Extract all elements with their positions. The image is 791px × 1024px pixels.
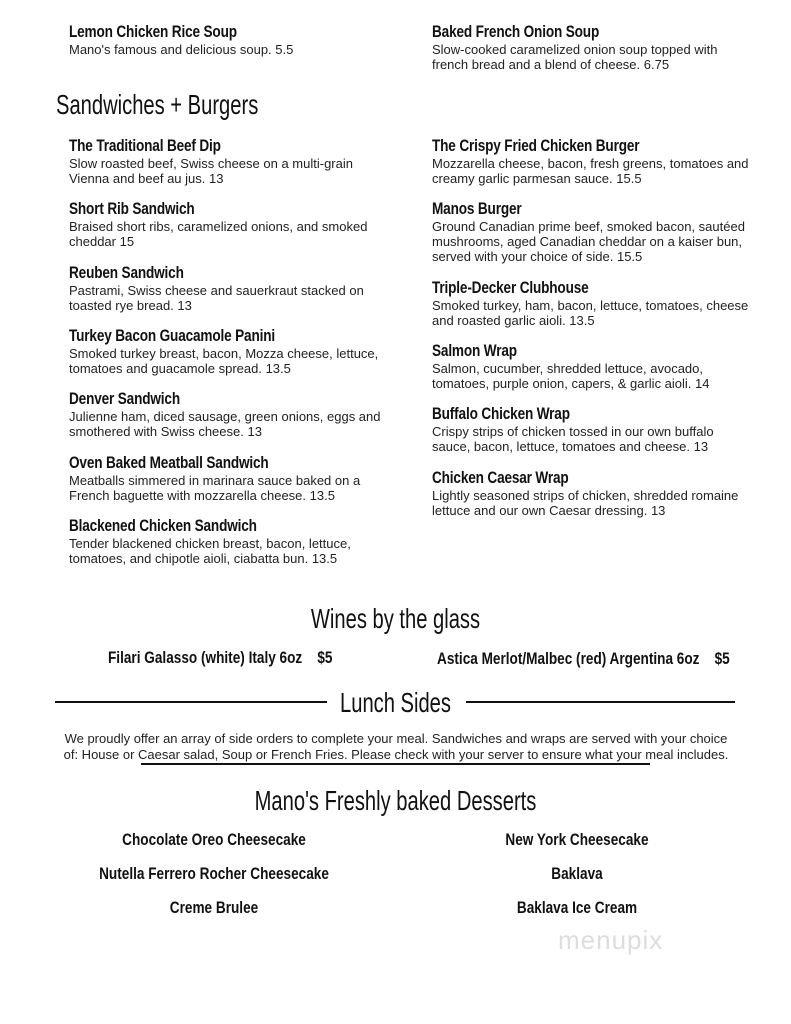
- item-name: Manos Burger: [432, 199, 522, 218]
- menu-item: [432, 136, 752, 186]
- item-desc: Braised short ribs, caramelized onions, and smoked cheddar 15: [69, 219, 368, 249]
- item-desc: Ground Canadian prime beef, smoked bacon, sautéed mushrooms, aged Canadian cheddar on a kaiser bun, served with your choice of side. 15.5: [432, 219, 745, 264]
- dessert-item: Nutella Ferrero Rocher Cheesecake: [99, 864, 329, 883]
- item-desc: Meatballs simmered in marinara sauce baked on a French baguette with mozzarella cheese. 13.5: [69, 473, 361, 503]
- menu-item: [432, 22, 752, 72]
- menu-item: [432, 404, 752, 454]
- divider: [141, 763, 650, 765]
- menu-item: [69, 516, 389, 566]
- item-desc: Slow-cooked caramelized onion soup topped with french bread and a blend of cheese. 6.75: [432, 42, 718, 72]
- section-heading-sandwiches: Sandwiches + Burgers: [56, 89, 259, 120]
- dessert-item: Baklava: [551, 864, 603, 883]
- item-name: Salmon Wrap: [432, 341, 517, 360]
- wine-name: Filari Galasso (white) Italy 6oz: [108, 648, 303, 667]
- item-desc: Slow roasted beef, Swiss cheese on a multi-grain Vienna and beef au jus. 13: [69, 156, 353, 186]
- item-desc: Crispy strips of chicken tossed in our own buffalo sauce, bacon, lettuce, tomatoes and cheese. 13: [432, 424, 714, 454]
- item-name: Buffalo Chicken Wrap: [432, 404, 570, 423]
- dessert-item: New York Cheesecake: [505, 830, 649, 849]
- menu-item: [432, 278, 752, 328]
- item-desc: Tender blackened chicken breast, bacon, lettuce, tomatoes, and chipotle aioli, ciabatta bun. 13.5: [69, 536, 351, 566]
- item-name: Oven Baked Meatball Sandwich: [69, 453, 269, 472]
- section-heading-wines: Wines by the glass: [310, 603, 481, 634]
- dessert-item: Chocolate Oreo Cheesecake: [122, 830, 306, 849]
- menu-item: [432, 341, 752, 391]
- item-name: Triple-Decker Clubhouse: [432, 278, 589, 297]
- wine-item: [437, 649, 730, 669]
- menu-item: [69, 389, 389, 439]
- section-heading-desserts: Mano's Freshly baked Desserts: [254, 785, 537, 816]
- item-desc: Lightly seasoned strips of chicken, shredded romaine lettuce and our own Caesar dressing. 13: [432, 488, 739, 518]
- watermark-logo: menupix: [558, 925, 664, 955]
- section-heading-sides: Lunch Sides: [340, 687, 451, 718]
- menu-item: [69, 326, 389, 376]
- item-name: Turkey Bacon Guacamole Panini: [69, 326, 275, 345]
- item-name: Blackened Chicken Sandwich: [69, 516, 257, 535]
- item-desc: Mozzarella cheese, bacon, fresh greens, tomatoes and creamy garlic parmesan sauce. 15.5: [432, 156, 749, 186]
- item-name: Lemon Chicken Rice Soup: [69, 22, 237, 41]
- sides-description: We proudly offer an array of side orders to complete your meal. Sandwiches and wraps are served with your choice of: House or Caesar salad, Soup or French Fries. Please check with your server to ensure what your meal includes.: [63, 731, 729, 762]
- wine-item: [108, 648, 333, 668]
- item-name: Chicken Caesar Wrap: [432, 468, 569, 487]
- wine-price: $5: [317, 648, 333, 667]
- dessert-item: Creme Brulee: [169, 898, 259, 917]
- menu-item: [69, 199, 389, 249]
- menu-item: [432, 468, 752, 518]
- item-name: The Crispy Fried Chicken Burger: [432, 136, 640, 155]
- item-desc: Mano's famous and delicious soup. 5.5: [69, 42, 294, 57]
- dessert-item: Baklava Ice Cream: [516, 898, 638, 917]
- item-desc: Smoked turkey, ham, bacon, lettuce, tomatoes, cheese and roasted garlic aioli. 13.5: [432, 298, 749, 328]
- item-name: Reuben Sandwich: [69, 263, 184, 282]
- item-name: Short Rib Sandwich: [69, 199, 195, 218]
- menu-item: [69, 263, 389, 313]
- wine-name: Astica Merlot/Malbec (red) Argentina 6oz: [437, 649, 700, 668]
- menu-item: [69, 453, 389, 503]
- divider: [466, 701, 735, 703]
- menu-item: [432, 199, 752, 264]
- menu-item: [69, 22, 389, 57]
- wine-price: $5: [714, 649, 730, 668]
- item-desc: Pastrami, Swiss cheese and sauerkraut stacked on toasted rye bread. 13: [69, 283, 364, 313]
- item-name: Denver Sandwich: [69, 389, 180, 408]
- item-desc: Smoked turkey breast, bacon, Mozza cheese, lettuce, tomatoes and guacamole spread. 13.5: [69, 346, 379, 376]
- item-desc: Julienne ham, diced sausage, green onions, eggs and smothered with Swiss cheese. 13: [69, 409, 381, 439]
- item-name: Baked French Onion Soup: [432, 22, 600, 41]
- item-name: The Traditional Beef Dip: [69, 136, 221, 155]
- item-desc: Salmon, cucumber, shredded lettuce, avocado, tomatoes, purple onion, capers, & garlic aioli. 14: [432, 361, 710, 391]
- menu-item: [69, 136, 389, 186]
